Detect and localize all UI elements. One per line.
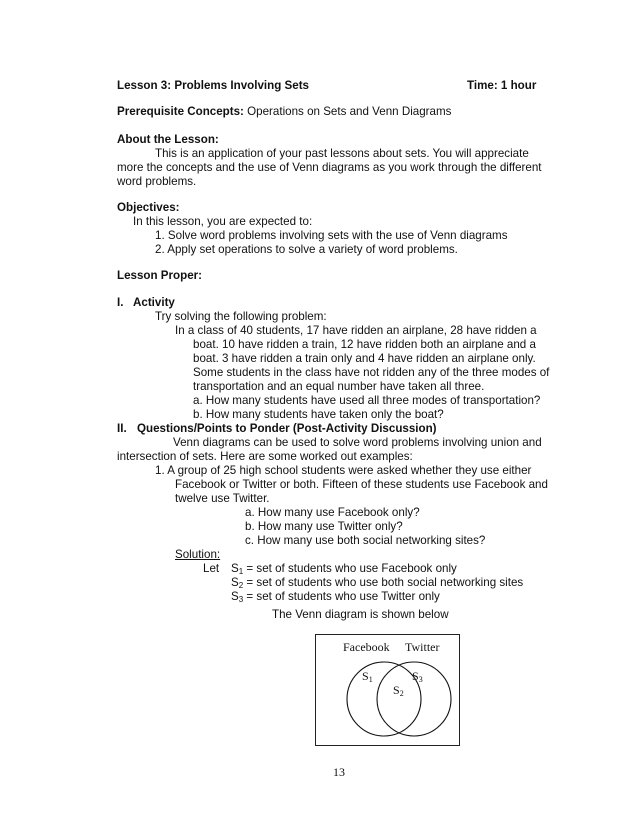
activity-question-b: b. How many students have taken only the boat?	[193, 408, 444, 421]
problem-line-3: boat. 3 have ridden a train only and 4 have ridden an airplane only.	[193, 352, 536, 365]
about-line-1: This is an application of your past lessons about sets. You will appreciate	[155, 147, 529, 160]
set-subscript: 1	[238, 567, 244, 576]
section-ii-heading: Questions/Points to Ponder (Post-Activity Discussion)	[137, 422, 437, 435]
set-symbol: S	[231, 590, 239, 603]
objective-item-1: 1. Solve word problems involving sets with the use of Venn diagrams	[155, 229, 508, 242]
sub-question-b: b. How many use Twitter only?	[245, 520, 403, 533]
region-subscript: 1	[368, 675, 373, 684]
solution-label: Solution:	[175, 548, 221, 561]
lesson-name: : Problems Involving Sets	[167, 79, 310, 92]
objective-item-2: 2. Apply set operations to solve a variety of word problems.	[155, 243, 458, 256]
sub-question-a: a. How many use Facebook only?	[245, 506, 420, 519]
about-line-3: word problems.	[117, 175, 197, 188]
problem-line-1: In a class of 40 students, 17 have ridden an airplane, 28 have ridden a	[175, 324, 537, 337]
activity-numeral: I.	[117, 296, 124, 309]
example-line-1: 1. A group of 25 high school students were asked whether they use either	[155, 464, 532, 477]
about-line-2: more the concepts and the use of Venn diagrams as you work through the different	[117, 161, 542, 174]
set-symbol: S	[231, 576, 239, 589]
venn-caption: The Venn diagram is shown below	[272, 608, 449, 621]
set-description: = set of students who use both social networking sites	[243, 576, 524, 589]
region-symbol: S	[412, 669, 419, 683]
prerequisite-line	[117, 105, 451, 119]
set-definition-1	[231, 562, 457, 576]
set-definition-3	[231, 590, 440, 604]
activity-intro: Try solving the following problem:	[155, 310, 327, 323]
set-subscript: 3	[238, 595, 244, 604]
let-label: Let	[203, 562, 220, 575]
region-subscript: 2	[399, 689, 404, 698]
set-symbol: S	[231, 562, 239, 575]
region-subscript: 3	[418, 675, 423, 684]
example-line-3: twelve use Twitter.	[175, 492, 270, 505]
problem-line-5: transportation and an equal number have taken all three.	[193, 380, 485, 393]
lesson-number: Lesson 3	[117, 79, 168, 92]
prerequisite-text: Operations on Sets and Venn Diagrams	[243, 105, 452, 118]
region-symbol: S	[362, 669, 369, 683]
problem-line-4: Some students in the class have not ridden any of the three modes of	[193, 366, 550, 379]
set-description: = set of students who use Facebook only	[243, 562, 457, 575]
about-heading: About the Lesson:	[117, 133, 219, 146]
lesson-title	[117, 79, 309, 93]
problem-line-2: boat. 10 have ridden a train, 12 have ridden both an airplane and a	[193, 338, 536, 351]
region-symbol: S	[393, 683, 400, 697]
venn-region-s1	[362, 669, 373, 683]
sub-question-c: c. How many use both social networking sites?	[245, 534, 486, 547]
venn-region-s2	[393, 683, 404, 697]
section-ii-numeral: II.	[117, 422, 127, 435]
set-definition-2	[231, 576, 523, 590]
activity-heading: Activity	[133, 296, 175, 309]
venn-region-s3	[412, 669, 423, 683]
objectives-heading: Objectives:	[117, 201, 180, 214]
venn-label-facebook: Facebook	[343, 640, 390, 654]
venn-diagram	[315, 634, 460, 746]
lesson-proper-heading: Lesson Proper:	[117, 269, 203, 282]
venn-label-twitter: Twitter	[405, 640, 440, 654]
lesson-time: Time: 1 hour	[467, 79, 537, 92]
set-description: = set of students who use Twitter only	[243, 590, 440, 603]
section-ii-line-1: Venn diagrams can be used to solve word problems involving union and	[173, 436, 542, 449]
page-number: 13	[333, 765, 345, 779]
set-subscript: 2	[238, 581, 244, 590]
activity-question-a: a. How many students have used all three modes of transportation?	[193, 394, 541, 407]
facebook-circle	[347, 662, 421, 736]
objectives-intro: In this lesson, you are expected to:	[133, 215, 313, 228]
section-ii-line-2: intersection of sets. Here are some worked out examples:	[117, 450, 413, 463]
prerequisite-label: Prerequisite Concepts:	[117, 105, 244, 118]
example-line-2: Facebook or Twitter or both. Fifteen of these students use Facebook and	[175, 478, 548, 491]
